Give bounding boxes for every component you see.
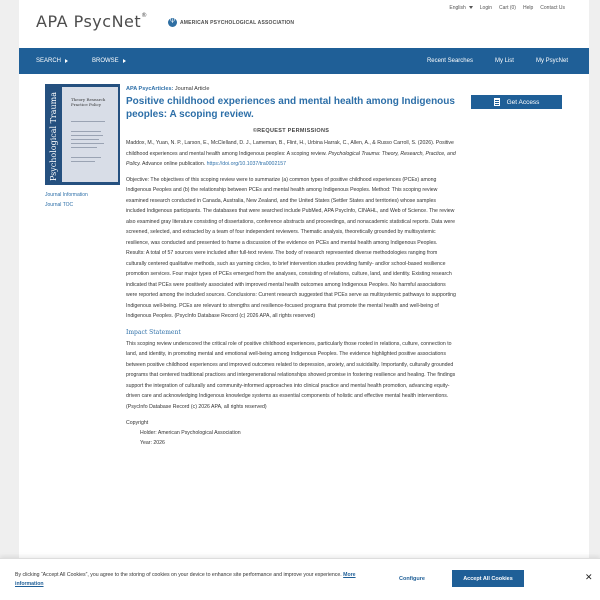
nav-browse[interactable] [92, 58, 126, 64]
configure-button[interactable]: Configure [399, 576, 425, 582]
cover-rule [71, 157, 101, 158]
language-select[interactable] [442, 5, 472, 11]
cover-rule [71, 121, 105, 122]
journal-cover[interactable] [45, 84, 120, 185]
citation-tail: Advance online publication. [140, 161, 207, 167]
get-access-button[interactable] [471, 95, 562, 109]
cookie-banner [0, 558, 600, 600]
nav-right [405, 58, 568, 64]
document-icon [494, 98, 500, 106]
cookie-message [15, 571, 360, 589]
logo-text: APA PsycNet [36, 12, 142, 31]
cover-rule [71, 135, 103, 136]
cookie-more-info-link[interactable]: More information [15, 572, 356, 587]
cover-side-text: Psychological Trauma [49, 91, 59, 181]
copyright-holder: Holder: American Psychological Association [140, 430, 241, 436]
journal-information-link[interactable]: Journal Information [45, 192, 88, 198]
cover-rule [71, 139, 99, 140]
apa-logo[interactable] [168, 18, 294, 27]
cover-rule [71, 147, 97, 148]
cover-rule [71, 143, 104, 144]
login-link[interactable]: Login [479, 5, 493, 11]
cover-rule [71, 131, 101, 132]
get-access-label: Get Access [506, 98, 540, 106]
accept-cookies-button[interactable]: Accept All Cookies [452, 570, 524, 587]
record-type-label: Journal Article [174, 86, 210, 92]
contact-link[interactable]: Contact Us [540, 5, 565, 11]
site-header [19, 0, 589, 46]
close-icon[interactable]: ✕ [585, 572, 593, 582]
copyright-year: Year: 2026 [140, 440, 165, 446]
article-title: Positive childhood experiences and mental health among Indigenous peoples: A scoping review. [126, 96, 455, 120]
cover-title: Theory Research Practice Policy [71, 97, 106, 107]
caret-right-icon [65, 59, 68, 63]
citation [126, 138, 456, 170]
nav-search-label: SEARCH [36, 58, 62, 64]
abstract: Objective: The objectives of this scoping review were to summarize (a) common types of positive childhood experiences (PCEs) among Indigenous Peoples and (b) the relationship between PCEs and mental health among Indigenous Peoples. Method: This scoping review examined research conducted in Canada, Australia, New Zealand, and the United States (Settler States and territories) whose samples included Indigenous participants. The databases that were searched include PubMed, APA PsycInfo, CINAHL, and Web of Science. The review also examined gray literature consisting of dissertations, conference abstracts and proceedings, and nonacademic statistical reports. Data were screened, selected, and extracted by a team of four independent reviewers. Thematic analysis, theoretically grounded by multisystemic resilience, was conducted and presented to frame a discussion of the evidence on PCEs and mental health among Indigenous Peoples. Results: A total of 57 sources were included after full-text review. The body of research represented diverse methodologies ranging from culturally centered qualitative methods, such as yarning circles, to brief intervention studies providing family- and/or school-based resilience promotion services. Four major types of PCEs emerged from the analyses, consisting of relations, culture, land, and identity. Existing research indicated that PCEs were positively associated with improved mental health outcomes among Indigenous Peoples. No harmful associations were reported among the included sources. Conclusions: Current research suggested that PCEs serve as multisystemic pathways to supporting Indigenous well-being. PCEs are relevant to strengths and resilience-focused programs that promote the mental health and well-being of Indigenous Peoples. (PsycInfo Database Record (c) 2026 APA, all rights reserved) [126, 176, 456, 319]
help-link[interactable]: Help [522, 5, 534, 11]
nav-search[interactable] [36, 58, 68, 64]
nav-recent-searches[interactable]: Recent Searches [426, 58, 473, 64]
nav-left [36, 58, 150, 64]
journal-toc-link[interactable]: Journal TOC [45, 202, 74, 208]
psycnet-logo[interactable] [36, 12, 148, 31]
chevron-down-icon [469, 6, 473, 9]
content-frame [19, 0, 589, 600]
record-type [126, 86, 456, 92]
cover-side-title [48, 92, 60, 180]
impact-heading: Impact Statement [126, 328, 181, 336]
logo-reg: ® [141, 12, 148, 19]
nav-my-psycnet[interactable]: My PsycNet [535, 58, 568, 64]
main-nav [19, 48, 589, 74]
caret-right-icon [123, 59, 126, 63]
cover-panel [62, 87, 118, 182]
citation-text: Maddox, M., Yuan, N. P., Larson, E., McClelland, D. J., Lameman, B., Flint, H., Urbina Harrak, C., Allen, A., & Russo Carroll, S. (2026). Positive childhood experiences and mental health among Indigenous peoples: A scoping review. [126, 140, 454, 157]
top-links [435, 5, 565, 11]
request-permissions-link[interactable]: ©REQUEST PERMISSIONS [252, 128, 330, 134]
copyright-heading: Copyright [126, 420, 149, 426]
nav-browse-label: BROWSE [92, 58, 119, 64]
nav-my-list[interactable]: My List [494, 58, 514, 64]
database-name[interactable]: APA PsycArticles: [126, 86, 174, 92]
impact-statement: This scoping review underscored the critical role of positive childhood experiences, particularly those rooted in relations, culture, connection to land, and identity, in promoting mental and emotional well-being among Indigenous Peoples. The evidence highlighted positive associations between positive childhood experiences and improved outcomes related to depression, anxiety, and suicidality. Importantly, culturally grounded programs that centered traditional practices and intergenerational relationships showed promise in fostering resilience and healing. The findings support the integration of culturally and community-informed approaches into clinical practice and mental health promotion, advancing equity-driven care and acknowledging Indigenous knowledge systems as essential components of holistic and effective mental health interventions. (PsycInfo Database Record (c) 2026 APA, all rights reserved) [126, 340, 456, 410]
cookie-text: By clicking “Accept All Cookies”, you agree to the storing of cookies on your device to enhance site performance and improve your experience. [15, 572, 342, 578]
cart-link[interactable]: Cart (0) [499, 5, 516, 11]
apa-globe-icon: Ψ [169, 19, 175, 25]
citation-journal: Psychological Trauma: Theory, Research, Practice, and Policy. [126, 150, 456, 167]
journal-links [45, 190, 88, 210]
cover-rule [71, 161, 95, 162]
apa-name: AMERICAN PSYCHOLOGICAL ASSOCIATION [180, 19, 295, 26]
language-label: English [449, 5, 466, 11]
doi-link[interactable]: https://doi.org/10.1037/tra0002157 [206, 161, 286, 167]
article-record [126, 86, 456, 446]
